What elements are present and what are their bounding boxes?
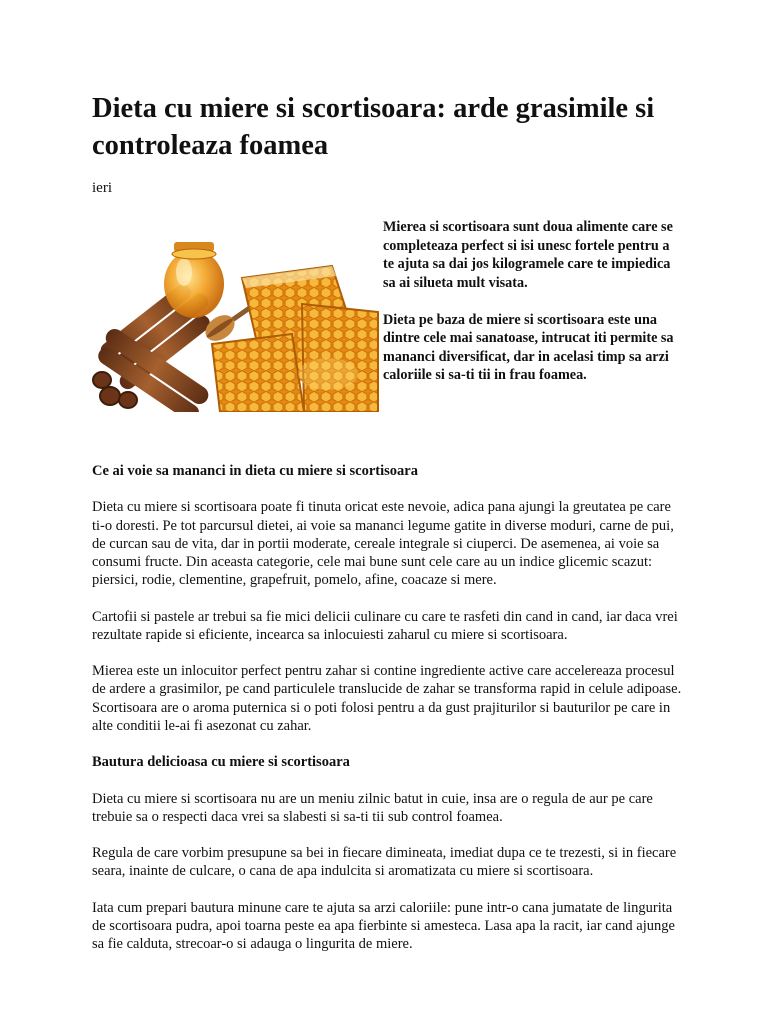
- section-heading: Bautura delicioasa cu miere si scortisoara: [92, 754, 350, 771]
- section-heading: Ce ai voie sa mananci in dieta cu miere si scortisoara: [92, 463, 418, 479]
- body-paragraph: Cartofii si pastele ar trebui sa fie mici delicii culinare cu care te rasfeti din cand in cand, iar daca vrei rezultate rapide si eficiente, incearca sa inlocuiesti zaharul cu miere si scortisoara.: [92, 608, 678, 643]
- body-paragraph: Mierea este un inlocuitor perfect pentru zahar si contine ingrediente active care accelereaza procesul de ardere a grasimilor, pe cand particulele translucide de zahar se transforma rapid in celule adipoase. Scortisoara are o aroma puternica si o poti folosi pentru a da gust prajiturilor si bauturilor pe care in alte conditii le-ai fi asezonat cu zahar.: [92, 663, 682, 734]
- body-paragraph: Iata cum prepari bautura minune care te ajuta sa arzi caloriile: pune intr-o cana jumatate de lingurita de scortisoara pudra, apoi toarna peste ea apa fierbinte si amesteca. Lasa apa la racit, iar cand ajunge sa fie calduta, strecoar-o si adauga o lingurita de miere.: [92, 899, 675, 953]
- intro-paragraph: Dieta pe baza de miere si scortisoara este una dintre cele mai sanatoase, intrucat iti permite sa mananci diversificat, dar in acelasi timp sa arzi caloriile si sa-ti tii in frau foamea.: [383, 311, 674, 383]
- honey-jar: [164, 242, 224, 318]
- body-paragraph: Dieta cu miere si scortisoara nu are un meniu zilnic batut in cuie, insa are o regula de aur pe care trebuie sa o respecti daca vrei sa slabesti si sa-ti tii sub control foamea.: [92, 790, 653, 825]
- article-body: [92, 462, 682, 953]
- body-paragraph: Regula de care vorbim presupune sa bei in fiecare dimineata, imediat dupa ce te trezesti, si in fiecare seara, inainte de culcare, o cana de apa indulcita si aromatizata cu miere si scortisoara.: [92, 845, 677, 880]
- honeycomb: [212, 266, 378, 412]
- page-title: Dieta cu miere si scortisoara: arde grasimile si controleaza foamea: [92, 93, 655, 161]
- publish-date: ieri: [92, 180, 112, 196]
- honey-cinnamon-image: [92, 214, 380, 412]
- article-intro: [383, 218, 683, 385]
- body-paragraph: Dieta cu miere si scortisoara poate fi tinuta oricat este nevoie, adica pana ajungi la greutatea pe care ti-o doresti. Pe tot parcursul dietei, ai voie sa mananci legume gatite in diverse moduri, carne de pui, de curcan sau de vita, dar in portii moderate, cereale integrale si ciuperci. De asemenea, ai voie sa consumi fructe. Din aceasta categorie, cele mai bune sunt cele care au un indice glicemic scazut: piersici, rodie, clementine, grapefruit, pomelo, afine, coacaze si mere.: [92, 499, 674, 589]
- intro-paragraph: Mierea si scortisoara sunt doua alimente care se completeaza perfect si isi unesc fortele pentru a te ajuta sa dai jos kilogramele care te impiedica sa ai silueta mult visata.: [383, 219, 673, 291]
